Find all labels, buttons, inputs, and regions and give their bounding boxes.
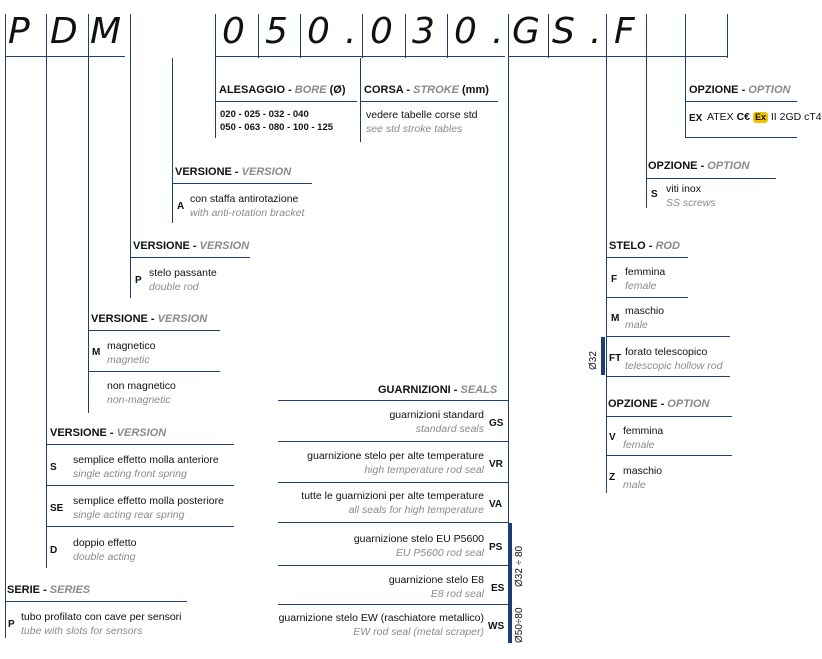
option-atex-header: OPZIONE - OPTION [689, 84, 791, 96]
rod-text-f: femmina female [625, 266, 666, 292]
divider [88, 371, 220, 372]
seals-text-es: guarnizione stelo E8 E8 rod seal [388, 574, 484, 600]
leader-version-p [130, 58, 131, 298]
separator [727, 14, 728, 58]
code-char-bore-2: 5 [265, 11, 288, 52]
option-thread-text-z: maschio male [623, 465, 663, 491]
leader-stroke [360, 58, 361, 142]
seals-text-gs: guarnizioni standard standard seals [389, 409, 484, 435]
option-atex-code: EX [689, 113, 703, 124]
bore-values-1: 020 - 025 - 032 - 040 [220, 109, 309, 120]
code-char-stroke-2: 3 [412, 11, 435, 52]
leader-version-m [88, 58, 89, 413]
leader-rod [606, 58, 607, 493]
version-s-header: VERSIONE - VERSION [50, 427, 167, 439]
version-m-header: VERSIONE - VERSION [91, 313, 208, 325]
divider [278, 482, 508, 483]
version-s-text-3: doppio effetto double acting [73, 537, 137, 563]
divider [278, 565, 508, 566]
divider [46, 485, 234, 486]
code-char-p: P [8, 11, 30, 52]
leader-bore [215, 58, 216, 138]
bore-header: ALESAGGIO - BORE (Ø) [219, 84, 346, 96]
seals-range-bar [508, 523, 512, 643]
option-thread-code-v: V [609, 432, 616, 443]
divider [278, 400, 508, 401]
bore-values-2: 050 - 063 - 080 - 100 - 125 [220, 122, 334, 133]
ce-mark-icon: C€ [736, 111, 751, 123]
seals-code-va: VA [489, 499, 503, 510]
code-char-dot-3: . [590, 11, 602, 52]
divider [606, 455, 732, 456]
version-s-text-1: semplice effetto molla anteriore single acting front spring [73, 454, 219, 480]
leader-option-screws [646, 58, 647, 208]
version-a-header: VERSIONE - VERSION [175, 166, 292, 178]
separator [258, 14, 259, 58]
version-p-header: VERSIONE - VERSION [133, 240, 250, 252]
separator [215, 14, 216, 58]
separator [405, 14, 406, 58]
divider [215, 101, 357, 102]
ex-mark-icon: Ex [754, 112, 766, 122]
seals-range-2: Ø50÷80 [514, 607, 525, 643]
version-m-text2: non magnetico non-magnetic [107, 380, 176, 406]
version-s-text-2: semplice effetto molla posteriore single acting rear spring [73, 495, 224, 521]
separator [5, 14, 6, 58]
separator [130, 14, 131, 58]
code-char-d: D [50, 11, 78, 52]
code-char-dot-2: . [492, 11, 504, 52]
divider [606, 257, 688, 258]
divider [46, 526, 234, 527]
code-char-bore-3: 0 [307, 11, 330, 52]
code-underline-series [5, 56, 125, 57]
code-char-dot-1: . [345, 11, 357, 52]
code-char-bore-1: 0 [222, 11, 245, 52]
seals-text-vr: guarnizione stelo per alte temperature high temperature rod seal [307, 450, 484, 476]
version-a-text: con staffa antirotazione with anti-rotation bracket [190, 193, 305, 219]
seals-text-ws: guarnizione stelo EW (raschiatore metallico) EW rod seal (metal scraper) [278, 612, 484, 638]
series-header: SERIE - SERIES [7, 584, 91, 596]
option-thread-code-z: Z [609, 472, 616, 483]
divider [172, 183, 312, 184]
separator [548, 14, 549, 58]
divider [685, 101, 797, 102]
separator [46, 14, 47, 58]
code-char-m: M [90, 11, 122, 52]
divider [606, 336, 730, 337]
series-code: P [8, 619, 15, 630]
rod-code-ft: FT [609, 353, 622, 364]
code-char-seal-g: G [512, 11, 540, 52]
option-screws-header: OPZIONE - OPTION [648, 160, 750, 172]
version-s-code-2: SE [50, 503, 64, 514]
seals-header: GUARNIZIONI - SEALS [378, 384, 498, 396]
option-thread-text-v: femmina female [623, 425, 664, 451]
seals-code-es: ES [491, 583, 505, 594]
divider [685, 137, 797, 138]
code-char-seal-s: S [552, 11, 575, 52]
leader-series [5, 58, 6, 638]
version-p-code: P [135, 275, 142, 286]
separator [88, 14, 89, 58]
seals-text-ps: guarnizione stelo EU P5600 EU P5600 rod seal [353, 533, 484, 559]
seals-text-va: tutte le guarnizioni per alte temperature all seals for high temperature [301, 490, 484, 516]
divider [278, 522, 508, 523]
code-char-stroke-3: 0 [454, 11, 477, 52]
rod-code-m: M [611, 313, 620, 324]
divider [646, 178, 776, 179]
seals-code-vr: VR [489, 459, 503, 470]
version-s-code-1: S [50, 462, 57, 473]
divider [606, 297, 688, 298]
rod-header: STELO - ROD [609, 240, 680, 252]
option-screws-code: S [651, 189, 658, 200]
divider [606, 376, 730, 377]
version-a-code: A [177, 201, 185, 212]
divider [278, 441, 508, 442]
separator [447, 14, 448, 58]
leader-version-s [46, 58, 47, 568]
version-s-code-3: D [50, 545, 58, 556]
divider [46, 444, 234, 445]
rod-text-m: maschio male [625, 305, 665, 331]
stroke-text: vedere tabelle corse std see std stroke tables [366, 109, 478, 135]
seals-code-ws: WS [488, 621, 505, 632]
version-m-text: magnetico magnetic [107, 340, 156, 366]
separator [606, 14, 607, 58]
rod-code-f: F [611, 274, 618, 285]
option-thread-header: OPZIONE - OPTION [608, 398, 710, 410]
divider [278, 604, 508, 605]
divider [360, 101, 498, 102]
seals-range-1: Ø32 ÷ 80 [514, 545, 525, 587]
version-m-code: M [92, 347, 101, 358]
code-underline-seals-rod [508, 56, 728, 57]
seals-code-ps: PS [489, 542, 503, 553]
rod-range: Ø32 [588, 351, 599, 370]
separator [508, 14, 509, 58]
separator [300, 14, 301, 58]
rod-text-ft: forato telescopico telescopic hollow rod [625, 346, 723, 372]
separator [362, 14, 363, 58]
separator [646, 14, 647, 58]
leader-option-atex [685, 58, 686, 138]
option-screws-text: viti inox SS screws [666, 183, 716, 209]
divider [5, 601, 187, 602]
seals-code-gs: GS [489, 418, 504, 429]
divider [606, 416, 732, 417]
code-char-stroke-1: 0 [370, 11, 393, 52]
stroke-header: CORSA - STROKE (mm) [364, 84, 489, 96]
divider [130, 257, 250, 258]
series-text: tubo profilato con cave per sensori tube with slots for sensors [21, 611, 182, 637]
divider [88, 330, 220, 331]
leader-version-a [172, 58, 173, 223]
order-code-row [0, 0, 822, 58]
code-char-rod-f: F [614, 11, 635, 52]
option-atex-text: ATEX C€ Ex II 2GD cT4 [707, 111, 822, 123]
rod-range-bar [601, 337, 605, 375]
version-p-text: stelo passante double rod [149, 267, 217, 293]
separator [685, 14, 686, 58]
